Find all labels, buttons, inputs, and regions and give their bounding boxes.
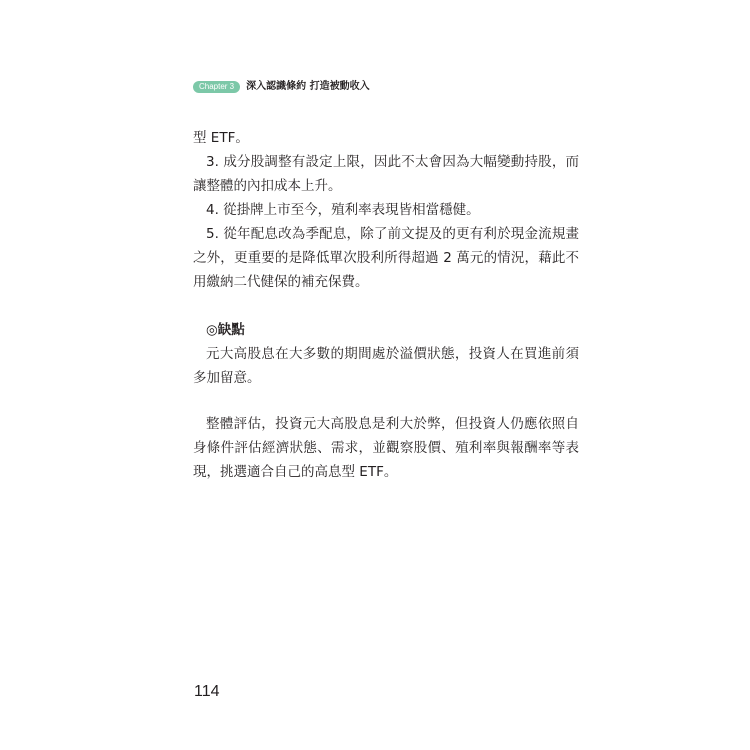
paragraph-continuation: 型 ETF。 (193, 130, 249, 146)
spacer (193, 390, 579, 412)
list-item-4: 4. 從掛牌上市至今，殖利率表現皆相當穩健。 (206, 202, 480, 218)
running-title: 深入認識條約 打造被動收入 (246, 81, 370, 92)
list-item-3: 3. 成分股調整有設定上限，因此不太會因為大幅變動持股，而讓整體的內扣成本上升。 (193, 154, 579, 194)
list-item-5: 5. 從年配息改為季配息，除了前文提及的更有利於現金流規畫之外，更重要的是降低單次股利所得超過 2 萬元的情況，藉此不用繳納二代健保的補充保費。 (193, 226, 579, 290)
conclusion-paragraph: 整體評估，投資元大高股息是利大於弊，但投資人仍應依照自身條件評估經濟狀態、需求，並觀察股價、殖利率與報酬率等表現，挑選適合自己的高息型 ETF。 (193, 416, 579, 480)
body-text (193, 126, 579, 484)
running-header (193, 78, 370, 96)
cons-heading: ◎缺點 (206, 322, 245, 338)
spacer (193, 294, 579, 318)
cons-paragraph: 元大高股息在大多數的期間處於溢價狀態，投資人在買進前須多加留意。 (193, 346, 579, 386)
chapter-badge: Chapter 3 (193, 81, 240, 93)
page-number: 114 (194, 683, 220, 700)
